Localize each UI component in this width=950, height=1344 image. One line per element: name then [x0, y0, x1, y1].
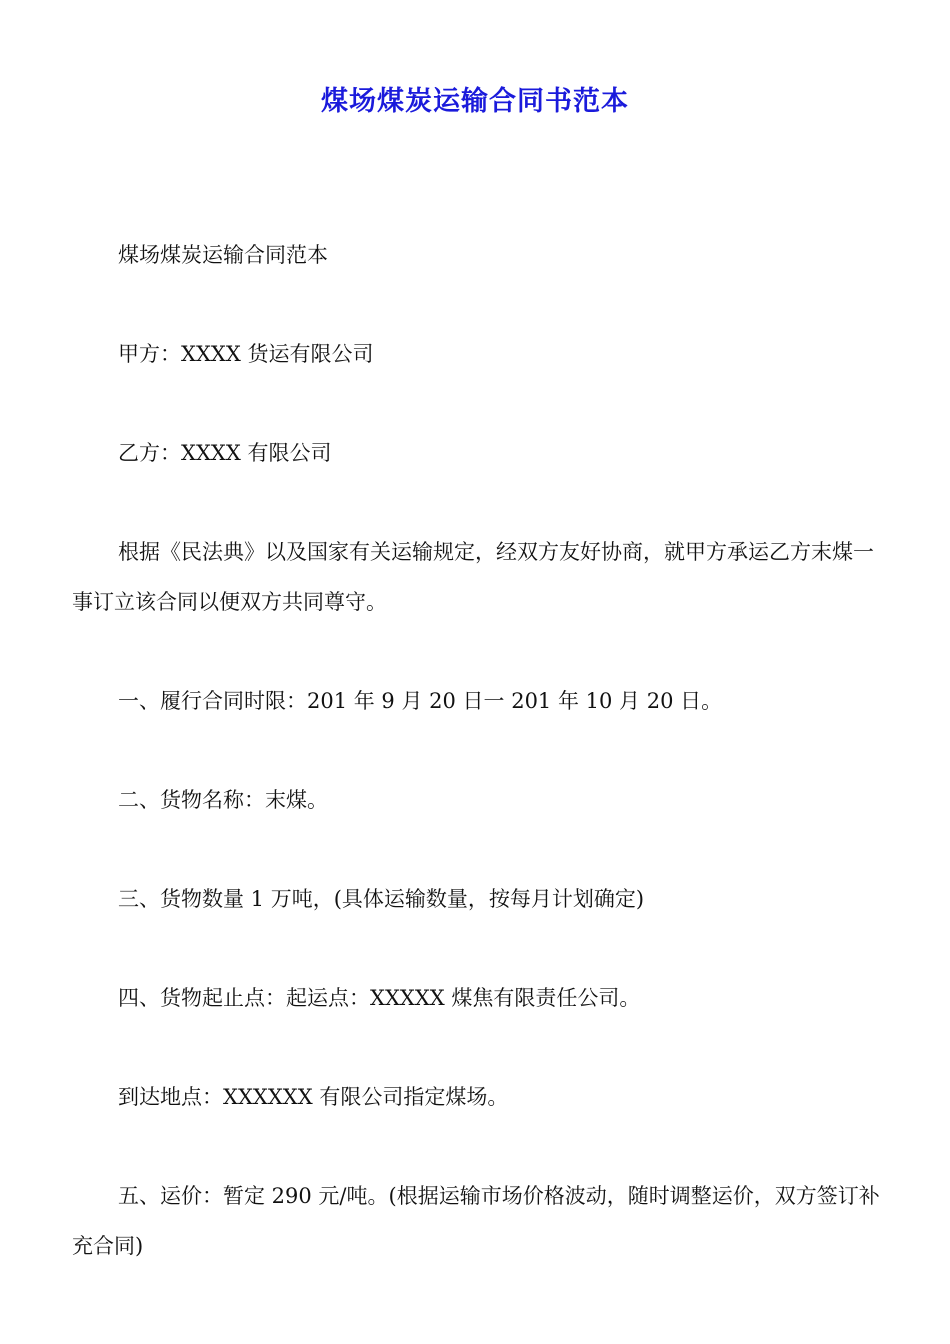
- document-title: 煤场煤炭运输合同书范本: [321, 86, 629, 117]
- clause-3-paragraph: 三、货物数量 1 万吨，(具体运输数量，按每月计划确定): [118, 887, 645, 911]
- preamble-paragraph: 根据《民法典》以及国家有关运输规定，经双方友好协商，就甲方承运乙方末煤一事订立该合同以便双方共同尊守。: [72, 540, 874, 614]
- clause-4-paragraph: 四、货物起止点：起运点：XXXXX 煤焦有限责任公司。: [118, 986, 641, 1010]
- clause-1-paragraph: 一、履行合同时限：201 年 9 月 20 日一 201 年 10 月 20 日。: [118, 689, 723, 713]
- party-a-paragraph: 甲方：XXXX 货运有限公司: [118, 342, 374, 366]
- party-b-paragraph: 乙方：XXXX 有限公司: [118, 441, 332, 465]
- subtitle-paragraph: 煤场煤炭运输合同范本: [118, 243, 328, 267]
- destination-paragraph: 到达地点：XXXXXX 有限公司指定煤场。: [118, 1085, 509, 1109]
- clause-2-paragraph: 二、货物名称：末煤。: [118, 788, 328, 812]
- clause-5-paragraph: 五、运价：暂定 290 元/吨。(根据运输市场价格波动，随时调整运价，双方签订补充合同): [72, 1184, 880, 1258]
- document-body: [72, 230, 882, 1320]
